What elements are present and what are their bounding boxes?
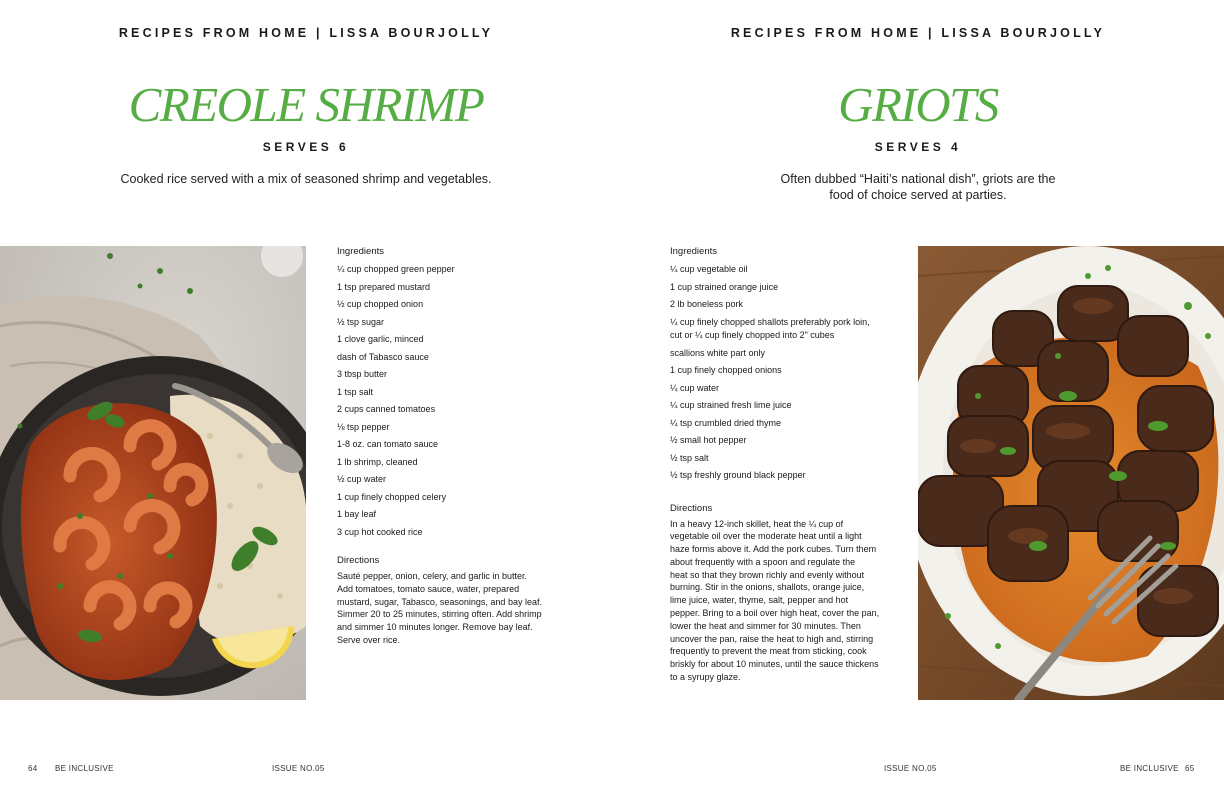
ingredient-item: ½ small hot pepper: [670, 435, 747, 445]
recipe-title: GRIOTS: [838, 77, 998, 132]
directions-line: burning. Stir in the onions, shallots, orange juice,: [670, 582, 865, 593]
ingredient-item: 2 lb boneless pork: [670, 299, 744, 309]
directions-heading: Directions: [670, 502, 713, 514]
ingredient-item: 1 cup finely chopped celery: [337, 491, 447, 502]
directions-line: Sauté pepper, onion, celery, and garlic in butter.: [337, 571, 527, 581]
directions-text: [337, 570, 562, 647]
page-number: 64: [28, 764, 38, 773]
ingredient-item: 1 cup finely chopped onions: [670, 365, 782, 375]
directions-text: [670, 518, 906, 684]
ingredient-item: 1 cup strained orange juice: [670, 281, 779, 292]
page-header: RECIPES FROM HOME | LISSA BOURJOLLY: [118, 26, 494, 40]
ingredient-item: ½ tsp salt: [670, 452, 709, 463]
magazine-name: BE INCLUSIVE: [55, 764, 114, 773]
ingredient-item: dash of Tabasco sauce: [337, 351, 429, 362]
ingredients-list: [670, 261, 906, 485]
ingredient-item: ¼ cup chopped green pepper: [337, 264, 455, 274]
griots-photo: [918, 246, 1224, 700]
ingredients-heading: Ingredients: [670, 246, 718, 257]
ingredient-item: 1 clove garlic, minced: [337, 334, 424, 344]
creole-shrimp-recipe-text: [337, 246, 562, 647]
ingredient-item: 1 lb shrimp, cleaned: [337, 456, 418, 467]
ingredient-item: ½ cup chopped onion: [337, 299, 424, 309]
intro-line: food of choice served at parties.: [829, 188, 1007, 202]
ingredient-item: 1-8 oz. can tomato sauce: [337, 439, 439, 449]
ingredients-heading: Ingredients: [337, 246, 385, 257]
ingredient-item: 1 tsp prepared mustard: [337, 281, 431, 292]
right-page: [612, 0, 1224, 792]
directions-line: pepper. Bring to a boil over high heat, cover the pan,: [670, 608, 880, 619]
directions-line: haze forms above it. Add the pork cubes. Turn them: [670, 544, 877, 555]
recipe-title: CREOLE SHRIMP: [128, 77, 484, 132]
ingredient-item: cut or ¼ cup finely chopped into 2" cubes: [670, 329, 835, 340]
page-header: RECIPES FROM HOME | LISSA BOURJOLLY: [730, 26, 1106, 40]
issue-label: ISSUE NO.05: [272, 764, 325, 773]
directions-line: uncover the pan, raise the heat to high and, stirring: [670, 633, 874, 644]
directions-line: Serve over rice.: [337, 634, 401, 645]
page-number: 65: [1185, 764, 1195, 773]
ingredient-item: ¼ cup strained fresh lime juice: [670, 400, 792, 410]
directions-heading: Directions: [337, 555, 380, 566]
serves-label: SERVES 6: [262, 140, 350, 154]
ingredient-item: ¼ tsp crumbled dried thyme: [670, 417, 782, 428]
ingredient-item: ¼ cup vegetable oil: [670, 264, 748, 274]
ingredient-item: 1 tsp salt: [337, 386, 374, 397]
ingredient-item: ¼ cup water: [670, 382, 720, 393]
directions-line: vegetable oil over the moderate heat until a light: [670, 531, 862, 542]
directions-line: In a heavy 12-inch skillet, heat the ¼ cup of: [670, 518, 844, 529]
serves-label: SERVES 4: [874, 140, 962, 154]
magazine-name: BE INCLUSIVE: [1120, 764, 1179, 773]
griots-recipe-text: [670, 246, 906, 684]
directions-line: frequently to prevent the meat from sticking, cook: [670, 646, 867, 657]
ingredients-list: [337, 261, 562, 541]
directions-line: Add tomatoes, tomato sauce, water, prepared: [337, 583, 520, 594]
directions-line: briskly for about 10 minutes, until the sauce thickens: [670, 659, 879, 670]
ingredient-item: 3 cup hot cooked rice: [337, 526, 423, 537]
ingredient-item: ½ tsp freshly ground black pepper: [670, 470, 806, 480]
directions-line: about frequently with a spoon and regulate the: [670, 556, 856, 567]
directions-line: to a syrupy glaze.: [670, 672, 741, 683]
intro-line: Often dubbed “Haiti’s national dish”, griots are the: [780, 172, 1056, 186]
issue-label: ISSUE NO.05: [884, 764, 937, 773]
ingredient-item: 2 cups canned tomatoes: [337, 404, 436, 414]
ingredient-item: ½ cup water: [337, 474, 387, 484]
directions-line: mustard, sugar, Tabasco, seasonings, and bay leaf.: [337, 596, 542, 607]
creole-shrimp-photo: [0, 246, 306, 700]
recipe-intro: [612, 171, 1224, 203]
directions-line: lime juice, water, thyme, salt, pepper and hot: [670, 595, 849, 606]
ingredient-item: 3 tbsp butter: [337, 369, 388, 379]
recipe-intro: Cooked rice served with a mix of seasoned shrimp and vegetables.: [120, 172, 492, 186]
directions-line: lower the heat and simmer for 30 minutes. Then: [670, 620, 861, 631]
ingredient-item: ¼ cup finely chopped shallots preferably pork loin,: [670, 316, 870, 327]
directions-line: heat so that they brown richly and evenly without: [670, 569, 865, 580]
directions-line: and simmer 10 minutes longer. Remove bay leaf.: [337, 622, 533, 633]
ingredient-item: scallions white part only: [670, 347, 766, 358]
ingredient-item: ⅛ tsp pepper: [337, 421, 390, 432]
ingredient-item: 1 bay leaf: [337, 509, 377, 519]
ingredient-item: ½ tsp sugar: [337, 316, 385, 327]
directions-line: Simmer 20 to 25 minutes, stirring often. Add shrimp: [337, 609, 542, 620]
